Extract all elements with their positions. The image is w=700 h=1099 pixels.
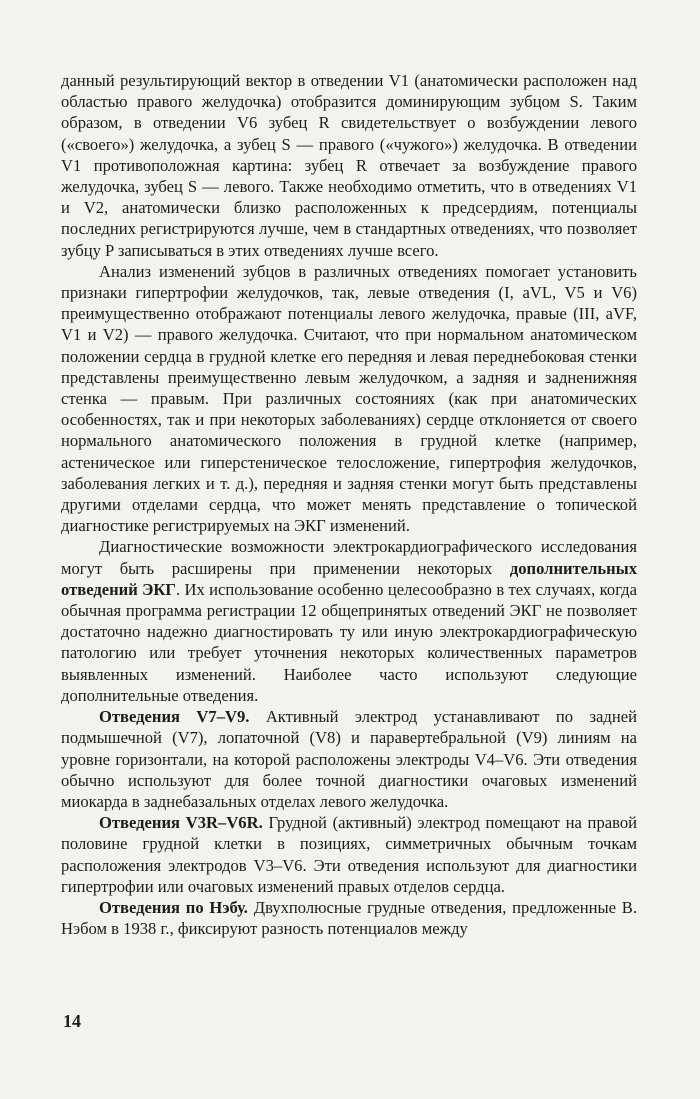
paragraph-2 xyxy=(61,261,637,537)
paragraph-3-text: Диагностические возможности электрокардиографического исследования могут быть расширены при применении некоторых xyxy=(61,537,637,578)
paragraph-6-text: Двухполюсные грудные отведения, предложенные В. Нэбом в 1938 г., фиксируют разность потенциалов между xyxy=(61,897,637,939)
paragraph-5-lead: Отведения V3R–V6R. xyxy=(99,813,263,833)
paragraph-4-lead: Отведения V7–V9. xyxy=(99,707,250,727)
paragraph-4-text: Активный электрод устанавливают по задней подмышечной (V7), лопаточной (V8) и паравертебральной (V9) линиям на уровне горизонтали, на которой расположены электроды V4–V6. Эти отведения обычно используют для более точной диагностики очаговых изменений миокарда в заднебазальных отделах левого желудочка. xyxy=(61,707,637,811)
paragraph-6-lead: Отведения по Нэбу. xyxy=(99,897,248,917)
page-number: 14 xyxy=(63,1011,81,1031)
paragraph-3-emphasis: дополнительных отведений ЭКГ xyxy=(61,558,637,599)
paragraph-4 xyxy=(61,706,637,812)
paragraph-1 xyxy=(61,70,637,261)
paragraph-5-text: Грудной (активный) электрод помещают на правой половине грудной клетки в позициях, симметричных обычным точкам расположения электродов V3–V6. Эти отведения используют для диагностики гипертрофии или очаговых изменений правых отделов сердца. xyxy=(61,813,637,896)
paragraph-5 xyxy=(61,812,637,897)
paragraph-3 xyxy=(61,536,637,706)
paragraph-1-text: данный результирующий вектор в отведении V1 (анатомически расположен над областью правого желудочка) отобразится доминирующим зубцом S. Таким образом, в отведении V6 зубец R свидетельствует о возбуждении левого («своего») желудочка, а зубец S — правого («чужого») желудочка. В отведении V1 противоположная картина: зубец R отвечает за возбуждение правого желудочка, зубец S — левого. Также необходимо отметить, что в отведениях V1 и V2, анатомически близко расположенных к предсердиям, потенциалы последних регистрируются лучше, чем в стандартных отведениях, что позволяет зубцу P записываться в этих отведениях лучше всего. xyxy=(61,71,637,260)
page-body xyxy=(61,70,637,939)
paragraph-2-text: Анализ изменений зубцов в различных отведениях помогает установить признаки гипертрофии желудочков, так, левые отведения (I, aVL, V5 и V6) преимущественно отображают потенциалы левого желудочка, правые (III, aVF, V1 и V2) — правого желудочка. Считают, что при нормальном анатомическом положении сердца в грудной клетке его передняя и левая переднебоковая стенки представлены преимущественно левым желудочком, а задняя и задненижняя стенка — правым. При различных состояниях (как при анатомических особенностях, так и при некоторых заболеваниях) сердце отклоняется от своего нормального анатомического положения в грудной клетке (например, астеническое или гиперстеническое телосложение, гипертрофия желудочков, заболевания легких и т. д.), передняя и задняя стенки могут быть представлены другими отделами сердца, что может менять представление о топической диагностике регистрируемых на ЭКГ изменений. xyxy=(61,261,637,536)
paragraph-6 xyxy=(61,897,637,939)
paragraph-3-tail: . Их использование особенно целесообразно в тех случаях, когда обычная программа регистрации 12 общепринятых отведений ЭКГ не позволяет достаточно надежно диагностировать ту или иную электрокардиографическую патологию или требует уточнения некоторых количественных параметров выявленных изменений. Наиболее часто используют следующие дополнительные отведения. xyxy=(61,579,637,705)
